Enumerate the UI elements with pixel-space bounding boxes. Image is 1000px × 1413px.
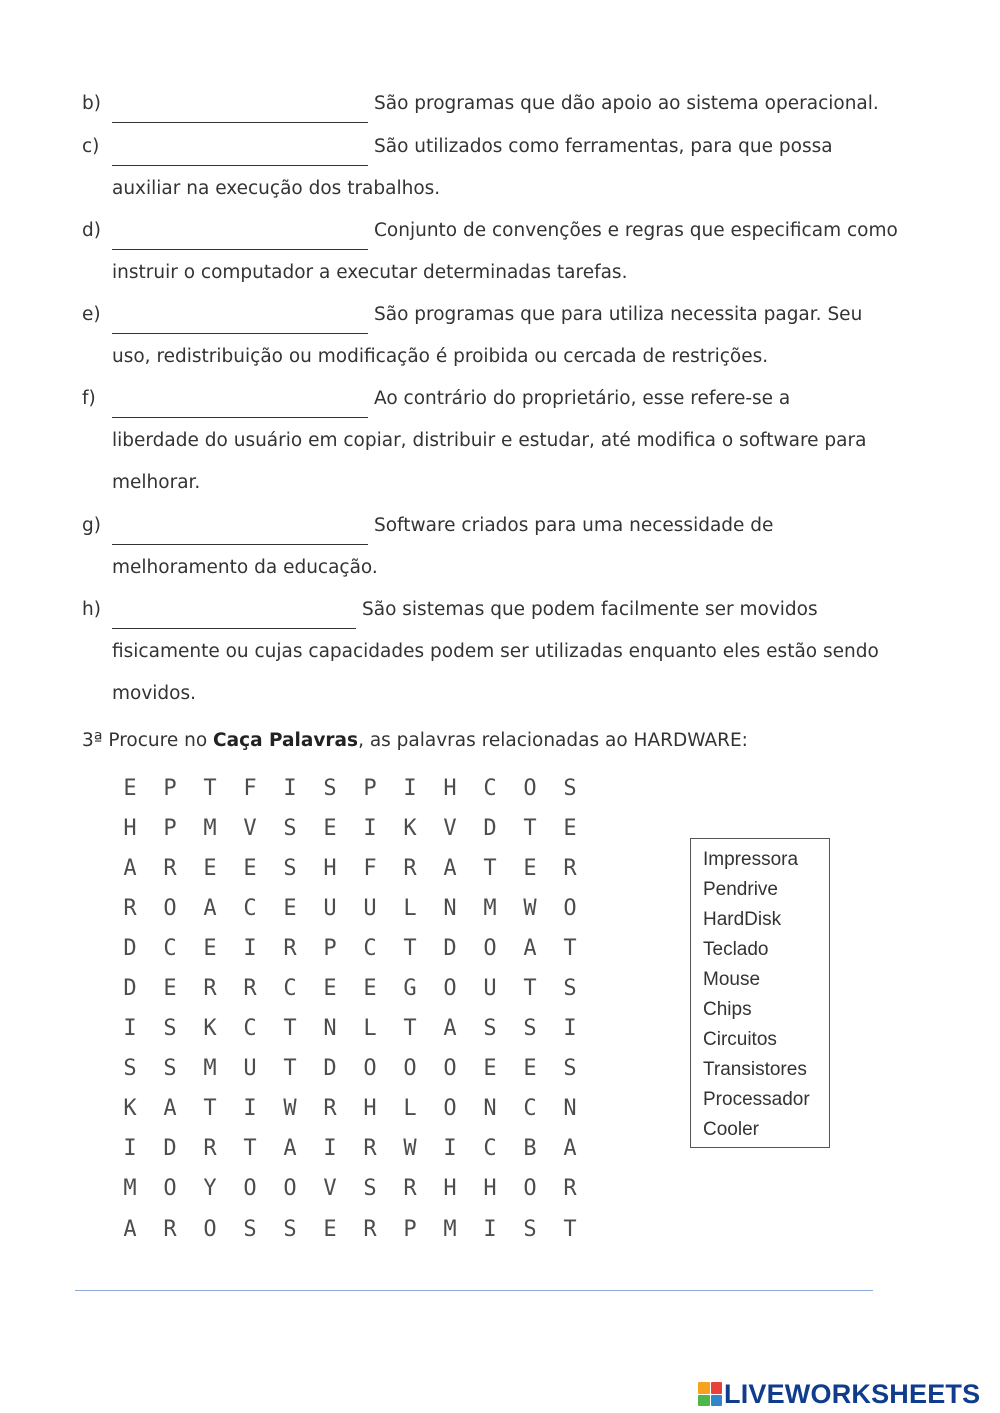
grid-cell[interactable]: U — [483, 976, 497, 1002]
question-text: São programas que dão apoio ao sistema operacional. — [374, 93, 879, 114]
grid-cell[interactable]: A — [443, 855, 457, 881]
grid-cell[interactable]: F — [363, 855, 377, 881]
word-list-item: Transistores — [703, 1059, 807, 1080]
question-text: Software criados para uma necessidade de — [374, 515, 774, 536]
grid-cell[interactable]: E — [283, 895, 297, 921]
section-bold-term: Caça Palavras — [213, 730, 359, 751]
answer-input-d[interactable] — [112, 221, 368, 250]
question-f — [82, 378, 902, 504]
grid-cell[interactable]: T — [523, 815, 537, 841]
grid-cell[interactable]: G — [403, 976, 417, 1002]
grid-cell[interactable]: R — [203, 976, 217, 1002]
logo-square — [711, 1395, 723, 1407]
grid-cell[interactable]: C — [243, 895, 257, 921]
grid-cell[interactable]: E — [323, 1216, 337, 1242]
question-text: São utilizados como ferramentas, para que possa — [374, 136, 833, 157]
question-text-continued: melhoramento da educação. — [112, 557, 378, 578]
grid-cell[interactable]: A — [163, 1096, 177, 1122]
grid-cell[interactable]: S — [283, 815, 297, 841]
grid-cell[interactable]: S — [163, 1056, 177, 1082]
grid-cell[interactable]: T — [563, 1216, 577, 1242]
grid-cell[interactable]: N — [443, 895, 457, 921]
grid-cell[interactable]: O — [283, 1176, 297, 1202]
question-e — [82, 294, 902, 378]
word-list-item: Pendrive — [703, 879, 778, 900]
grid-cell[interactable]: O — [443, 1056, 457, 1082]
grid-cell[interactable]: A — [563, 1136, 577, 1162]
grid-cell[interactable]: T — [283, 1016, 297, 1042]
grid-cell[interactable]: R — [563, 855, 577, 881]
grid-cell[interactable]: O — [483, 935, 497, 961]
grid-cell[interactable]: H — [483, 1176, 497, 1202]
word-search-grid[interactable] — [110, 768, 590, 1249]
word-list-item: Cooler — [703, 1119, 759, 1140]
grid-cell[interactable]: E — [203, 935, 217, 961]
question-text: Ao contrário do proprietário, esse refere-se a — [374, 388, 791, 409]
grid-cell[interactable]: S — [363, 1176, 377, 1202]
grid-cell[interactable]: I — [483, 1216, 497, 1242]
grid-cell[interactable]: R — [363, 1216, 377, 1242]
grid-cell[interactable]: I — [243, 935, 257, 961]
grid-cell[interactable]: E — [243, 855, 257, 881]
grid-cell[interactable]: E — [203, 855, 217, 881]
grid-cell[interactable]: H — [323, 855, 337, 881]
grid-cell[interactable]: I — [283, 775, 297, 801]
grid-cell[interactable]: I — [443, 1136, 457, 1162]
question-letter: h) — [82, 599, 101, 620]
grid-cell[interactable]: S — [523, 1216, 537, 1242]
grid-cell[interactable]: O — [163, 1176, 177, 1202]
word-list-item: Chips — [703, 999, 752, 1020]
grid-cell[interactable]: R — [403, 855, 417, 881]
grid-cell[interactable]: L — [403, 895, 417, 921]
grid-cell[interactable]: P — [323, 935, 337, 961]
grid-cell[interactable]: R — [283, 935, 297, 961]
grid-cell[interactable]: C — [363, 935, 377, 961]
grid-cell[interactable]: I — [323, 1136, 337, 1162]
grid-cell[interactable]: T — [483, 855, 497, 881]
grid-cell[interactable]: T — [283, 1056, 297, 1082]
grid-cell[interactable]: S — [243, 1216, 257, 1242]
grid-cell[interactable]: F — [243, 775, 257, 801]
question-text-continued: liberdade do usuário em copiar, distribuir e estudar, até modifica o software para — [112, 430, 867, 451]
grid-cell[interactable]: A — [283, 1136, 297, 1162]
grid-cell[interactable]: M — [443, 1216, 457, 1242]
grid-cell[interactable]: W — [523, 895, 537, 921]
grid-cell[interactable]: E — [323, 976, 337, 1002]
answer-input-b[interactable] — [112, 94, 368, 123]
grid-cell[interactable]: I — [363, 815, 377, 841]
grid-cell[interactable]: N — [323, 1016, 337, 1042]
grid-cell[interactable]: E — [523, 855, 537, 881]
grid-cell[interactable]: M — [203, 1056, 217, 1082]
question-letter: d) — [82, 220, 101, 241]
grid-cell[interactable]: S — [563, 976, 577, 1002]
question-b — [82, 83, 902, 125]
grid-cell[interactable]: H — [443, 775, 457, 801]
question-letter: c) — [82, 136, 100, 157]
grid-cell[interactable]: T — [403, 1016, 417, 1042]
grid-cell[interactable]: A — [443, 1016, 457, 1042]
word-list-item: Impressora — [703, 849, 799, 870]
grid-cell[interactable]: S — [483, 1016, 497, 1042]
grid-cell[interactable]: C — [163, 935, 177, 961]
grid-cell[interactable]: D — [163, 1136, 177, 1162]
grid-cell[interactable]: H — [123, 815, 137, 841]
grid-cell[interactable]: A — [123, 855, 137, 881]
question-text: São sistemas que podem facilmente ser movidos — [362, 599, 818, 620]
grid-cell[interactable]: P — [163, 815, 177, 841]
word-list-box — [690, 838, 830, 1148]
grid-cell[interactable]: R — [163, 1216, 177, 1242]
question-letter: f) — [82, 388, 96, 409]
grid-cell[interactable]: O — [443, 976, 457, 1002]
grid-cell[interactable]: T — [523, 976, 537, 1002]
question-c — [82, 126, 902, 210]
grid-cell[interactable]: O — [243, 1176, 257, 1202]
grid-cell[interactable]: K — [123, 1096, 137, 1122]
grid-cell[interactable]: W — [403, 1136, 417, 1162]
grid-cell[interactable]: R — [203, 1136, 217, 1162]
grid-cell[interactable]: V — [243, 815, 257, 841]
question-text-continued: auxiliar na execução dos trabalhos. — [112, 178, 441, 199]
question-text-continued: uso, redistribuição ou modificação é proibida ou cercada de restrições. — [112, 346, 769, 367]
grid-cell[interactable]: I — [123, 1136, 137, 1162]
liveworksheets-brand[interactable] — [698, 1376, 980, 1412]
section-suffix: , as palavras relacionadas ao HARDWARE: — [358, 730, 748, 751]
grid-cell[interactable]: C — [483, 1136, 497, 1162]
answer-input-g[interactable] — [112, 516, 368, 545]
grid-cell[interactable]: R — [403, 1176, 417, 1202]
grid-cell[interactable]: R — [243, 976, 257, 1002]
logo-square — [698, 1395, 710, 1407]
grid-cell[interactable]: D — [123, 935, 137, 961]
grid-cell[interactable]: U — [243, 1056, 257, 1082]
grid-cell[interactable]: A — [203, 895, 217, 921]
grid-cell[interactable]: U — [363, 895, 377, 921]
grid-cell[interactable]: O — [403, 1056, 417, 1082]
grid-cell[interactable]: E — [163, 976, 177, 1002]
grid-cell[interactable]: O — [443, 1096, 457, 1122]
grid-cell[interactable]: R — [363, 1136, 377, 1162]
answer-input-e[interactable] — [112, 305, 368, 334]
question-d — [82, 210, 902, 294]
grid-cell[interactable]: E — [323, 815, 337, 841]
word-list-item: HardDisk — [703, 909, 782, 930]
answer-input-f[interactable] — [112, 389, 368, 418]
grid-cell[interactable]: S — [283, 1216, 297, 1242]
grid-cell[interactable]: P — [403, 1216, 417, 1242]
grid-cell[interactable]: R — [163, 855, 177, 881]
grid-cell[interactable]: V — [323, 1176, 337, 1202]
divider-line — [75, 1290, 873, 1291]
question-letter: b) — [82, 93, 101, 114]
grid-cell[interactable]: I — [123, 1016, 137, 1042]
brand-name: LIVEWORKSHEETS — [724, 1378, 981, 1409]
logo-square — [711, 1382, 723, 1394]
grid-cell[interactable]: D — [123, 976, 137, 1002]
grid-cell[interactable]: O — [163, 895, 177, 921]
grid-cell[interactable]: T — [203, 775, 217, 801]
grid-cell[interactable]: K — [203, 1016, 217, 1042]
grid-cell[interactable]: P — [363, 775, 377, 801]
grid-cell[interactable]: D — [443, 935, 457, 961]
grid-cell[interactable]: T — [243, 1136, 257, 1162]
grid-cell[interactable]: K — [403, 815, 417, 841]
grid-cell[interactable]: E — [523, 1056, 537, 1082]
question-letter: e) — [82, 304, 101, 325]
question-g — [82, 505, 902, 589]
grid-cell[interactable]: T — [563, 935, 577, 961]
question-text: Conjunto de convenções e regras que especificam como — [374, 220, 898, 241]
grid-cell[interactable]: T — [203, 1096, 217, 1122]
grid-cell[interactable]: O — [203, 1216, 217, 1242]
grid-cell[interactable]: S — [323, 775, 337, 801]
grid-cell[interactable]: E — [483, 1056, 497, 1082]
grid-cell[interactable]: B — [523, 1136, 537, 1162]
grid-cell[interactable]: E — [563, 815, 577, 841]
grid-cell[interactable]: D — [483, 815, 497, 841]
grid-cell[interactable]: C — [483, 775, 497, 801]
grid-cell[interactable]: O — [563, 895, 577, 921]
grid-cell[interactable]: M — [203, 815, 217, 841]
grid-cell[interactable]: N — [563, 1096, 577, 1122]
grid-cell[interactable]: L — [403, 1096, 417, 1122]
question-text-continued: melhorar. — [112, 472, 201, 493]
grid-cell[interactable]: R — [323, 1096, 337, 1122]
grid-cell[interactable]: I — [403, 775, 417, 801]
grid-cell[interactable]: U — [323, 895, 337, 921]
grid-cell[interactable]: O — [523, 775, 537, 801]
answer-input-c[interactable] — [112, 137, 368, 166]
grid-cell[interactable]: S — [123, 1056, 137, 1082]
section-3-instruction — [82, 726, 748, 756]
word-list-item: Teclado — [703, 939, 769, 960]
grid-cell[interactable]: R — [123, 895, 137, 921]
grid-cell[interactable]: R — [563, 1176, 577, 1202]
grid-cell[interactable]: N — [483, 1096, 497, 1122]
question-text-continued: instruir o computador a executar determinadas tarefas. — [112, 262, 628, 283]
grid-cell[interactable]: E — [123, 775, 137, 801]
grid-cell[interactable]: S — [563, 775, 577, 801]
grid-cell[interactable]: W — [283, 1096, 297, 1122]
grid-cell[interactable]: M — [483, 895, 497, 921]
logo-square — [698, 1382, 710, 1394]
grid-cell[interactable]: D — [323, 1056, 337, 1082]
section-prefix: Procure no — [108, 730, 208, 751]
grid-cell[interactable]: T — [403, 935, 417, 961]
word-list-item: Processador — [703, 1089, 810, 1110]
grid-cell[interactable]: A — [523, 935, 537, 961]
grid-cell[interactable]: S — [163, 1016, 177, 1042]
grid-cell[interactable]: I — [563, 1016, 577, 1042]
grid-cell[interactable]: V — [443, 815, 457, 841]
grid-cell[interactable]: C — [283, 976, 297, 1002]
question-text: São programas que para utiliza necessita pagar. Seu — [374, 304, 863, 325]
question-text-continued: fisicamente ou cujas capacidades podem ser utilizadas enquanto eles estão sendo — [112, 641, 879, 662]
grid-cell[interactable]: H — [363, 1096, 377, 1122]
grid-cell[interactable]: M — [123, 1176, 137, 1202]
answer-input-h[interactable] — [112, 600, 356, 629]
grid-cell[interactable]: H — [443, 1176, 457, 1202]
grid-cell[interactable]: O — [523, 1176, 537, 1202]
question-h — [82, 589, 902, 715]
liveworksheets-logo-icon — [698, 1382, 722, 1406]
grid-cell[interactable]: C — [243, 1016, 257, 1042]
grid-cell[interactable]: A — [123, 1216, 137, 1242]
grid-cell[interactable]: S — [523, 1016, 537, 1042]
question-letter: g) — [82, 515, 101, 536]
grid-cell[interactable]: I — [243, 1096, 257, 1122]
grid-cell[interactable]: C — [523, 1096, 537, 1122]
grid-cell[interactable]: P — [163, 775, 177, 801]
word-list-item: Circuitos — [703, 1029, 777, 1050]
grid-cell[interactable]: S — [283, 855, 297, 881]
grid-cell[interactable]: E — [363, 976, 377, 1002]
section-number: 3ª — [82, 730, 103, 751]
question-text-continued: movidos. — [112, 683, 197, 704]
grid-cell[interactable]: O — [363, 1056, 377, 1082]
grid-cell[interactable]: L — [363, 1016, 377, 1042]
grid-cell[interactable]: Y — [203, 1176, 217, 1202]
grid-cell[interactable]: S — [563, 1056, 577, 1082]
word-list-item: Mouse — [703, 969, 761, 990]
